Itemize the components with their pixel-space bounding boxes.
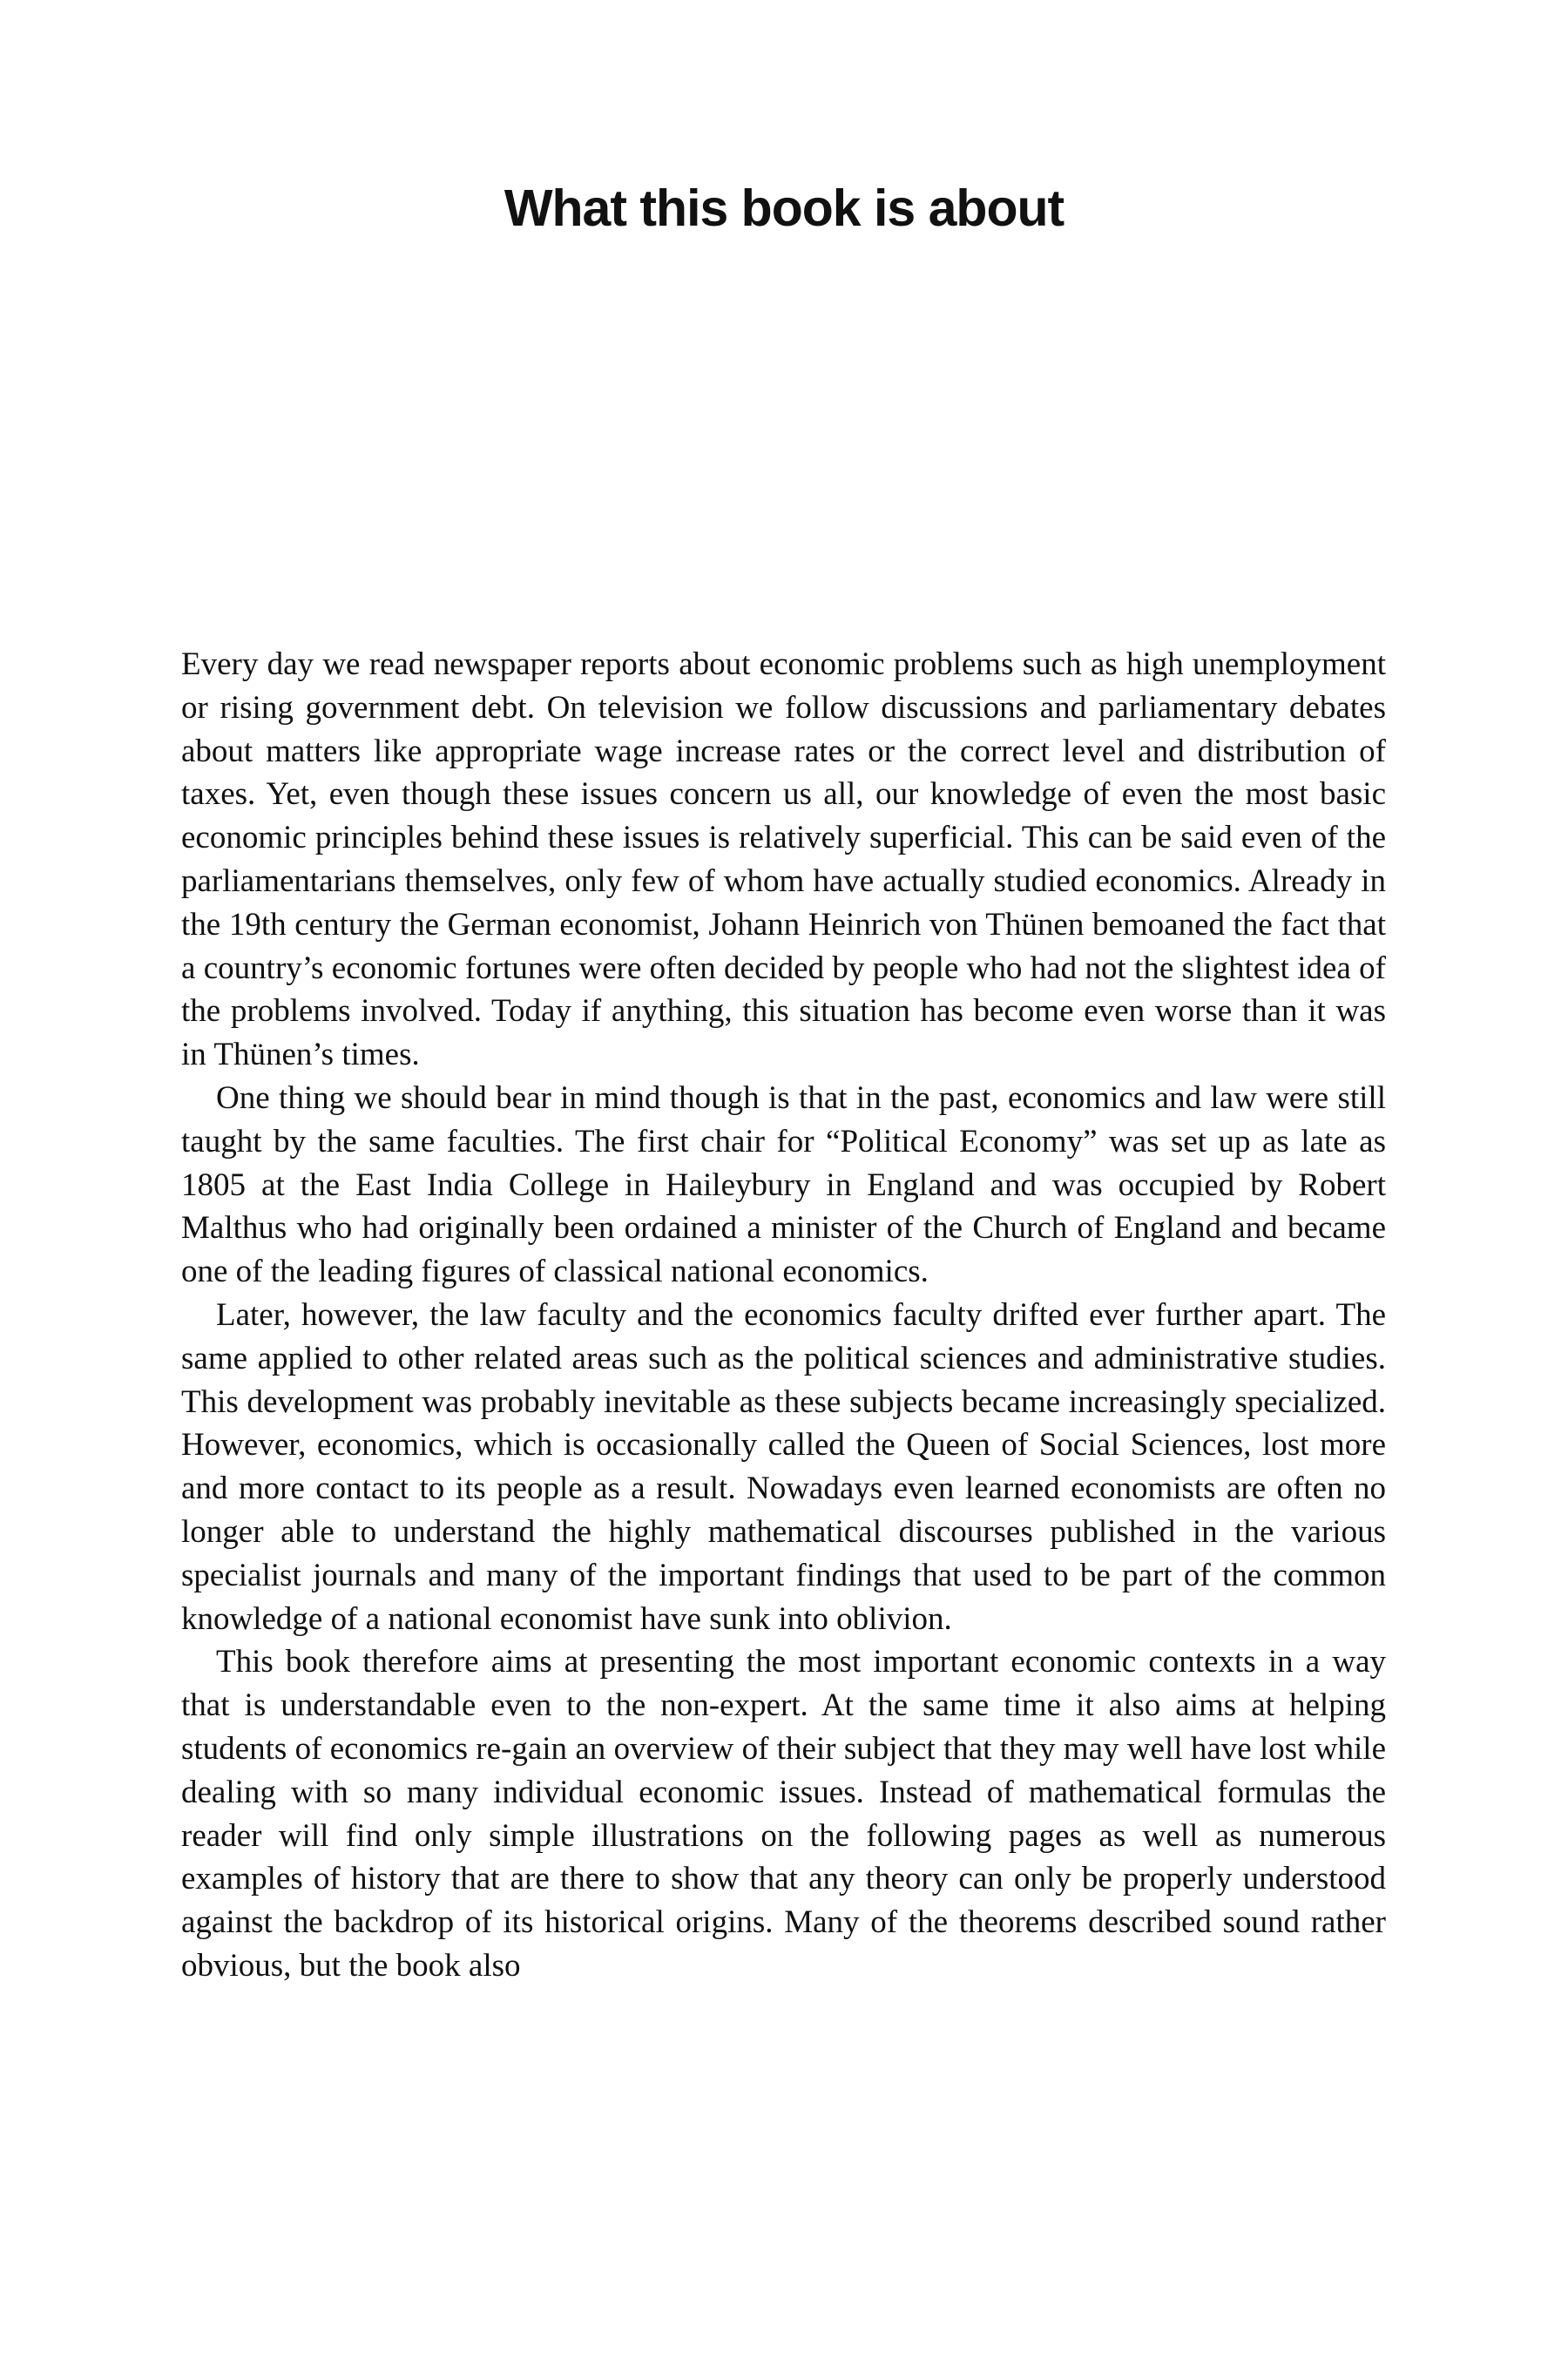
body-text: [181, 643, 1386, 1988]
chapter-title: What this book is about: [504, 179, 1064, 237]
paragraph-2: One thing we should bear in mind though is that in the past, economics and law were still taught by the same faculties. The first chair for “Political Economy” was set up as late as 1805 at the East India College in Haileybury in England and was occupied by Robert Malthus who had originally been ordained a minister of the Church of England and became one of the leading figures of classical national economics.: [181, 1079, 1386, 1290]
paragraph-4: This book therefore aims at presenting the most important economic contexts in a way that is understandable even to the non-expert. At the same time it also aims at helping students of economics re-gain an overview of their subject that they may well have lost while dealing with so many individual economic issues. Instead of mathematical formulas the reader will find only simple illustrations on the following pages as well as numerous examples of history that are there to show that any theory can only be properly understood against the backdrop of its historical origins. Many of the theorems described sound rather obvious, but the book also: [181, 1644, 1386, 1984]
paragraph-1: Every day we read newspaper reports about economic problems such as high unemployment or rising government debt. On television we follow discussions and parliamentary debates about matters like appropriate wage increase rates or the correct level and distribution of taxes. Yet, even though these issues concern us all, our knowledge of even the most basic economic principles behind these issues is relatively superficial. This can be said even of the parliamentarians themselves, only few of whom have actually studied economics. Already in the 19th century the German economist, Johann Heinrich von Thünen bemoaned the fact that a country’s economic fortunes were often decided by people who had not the slightest idea of the problems involved. Today if anything, this situation has become even worse than it was in Thünen’s times.: [181, 646, 1386, 1073]
paragraph-3: Later, however, the law faculty and the economics faculty drifted ever further apart. The same applied to other related areas such as the political sciences and administrative studies. This development was probably inevitable as these subjects became increasingly specialized. However, economics, which is occasionally called the Queen of Social Sciences, lost more and more contact to its people as a result. Nowadays even learned economists are often no longer able to understand the highly mathematical discourses published in the various specialist journals and many of the important findings that used to be part of the common knowledge of a national economist have sunk into oblivion.: [181, 1296, 1386, 1637]
